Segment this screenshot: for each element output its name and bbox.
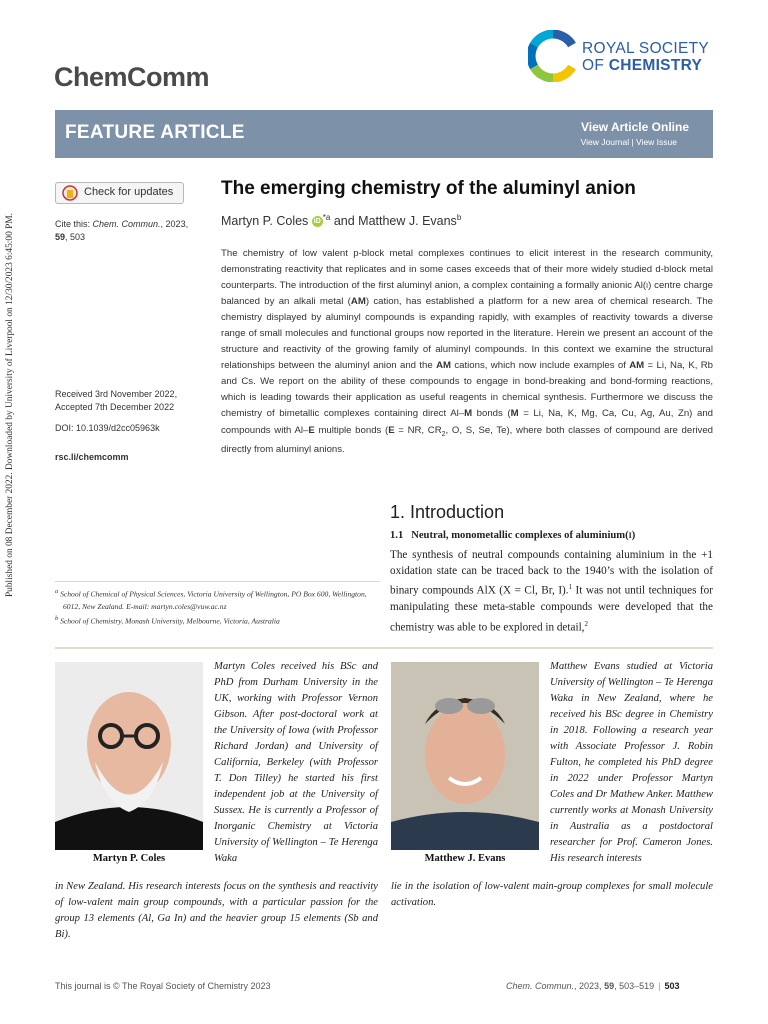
doi-link[interactable]: DOI: 10.1039/d2cc05963k	[55, 423, 160, 433]
biography-evans-bottom: lie in the isolation of low-valent main-group complexes for small molecule activation.	[391, 881, 713, 908]
copyright-footer: This journal is © The Royal Society of Chemistry 2023	[55, 981, 271, 991]
portrait-image	[55, 662, 203, 850]
abstract: The chemistry of low valent p-block metal complexes continues to elicit interest in the research community, demonstrating reactivity that replicates and in some cases exceeds that of their more widely studied d-block metal counterparts. The introduction of the first aluminyl anion, a complex containing a formally anionic Al(I) centre charge balanced by an alkali metal (AM) cation, has established a platform for a new area of chemical research. The chemistry displayed by aluminyl compounds is expanding rapidly, with examples of reactivity towards a diverse range of small molecules and functional groups now reported in the literature. Herein we present an account of the structure and reactivity of the growing family of aluminyl compounds. In this context we examine the structural relationships between the aluminyl anion and the AM cations, which now include examples of AM = Li, Na, K, Rb and Cs. We report on the ability of these compounds to engage in bond-breaking and bond-forming reactions, which is leading towards their application as useful reagents in chemical synthesis. Furthermore we discuss the chemistry of bimetallic complexes containing direct Al–M bonds (M = Li, Na, K, Mg, Ca, Cu, Ag, Au, Zn) and compounds with Al–E multiple bonds (E = NR, $CR_2$, O, S, Se, Te), where both classes of compound are derived directly from aluminyl anions.	[221, 248, 714, 456]
biography-divider	[55, 647, 713, 649]
download-notice: Published on 08 December 2022. Downloaded by University of Liverpool on 12/30/2023 6:45:00 PM.	[5, 212, 15, 598]
biography-coles-side: Martyn Coles received his BSc and PhD from Durham University in the UK, working with Professor Vernon Gibson. After post-doctoral work at the University of Iowa (with Professor Richard Jordan) and University of California, Berkeley (with Professor T. Don Tilley) he started his first independent job at the University of Sussex. He is currently a Professor of Inorganic Chemistry at Victoria University of Wellington – Te Herenga Waka	[214, 661, 378, 864]
page-footer: Chem. Commun., 2023, 59, 503–519 | 503	[506, 981, 680, 991]
article-type-banner	[55, 110, 713, 158]
view-article-online-link[interactable]: View Article Online	[580, 120, 689, 134]
author-photo-coles	[55, 662, 203, 850]
article-type-label: FEATURE ARTICLE	[65, 122, 245, 143]
photo-caption-coles: Martyn P. Coles	[92, 853, 166, 864]
view-journal-issue-links[interactable]: View Journal | View Issue	[580, 137, 677, 147]
portrait-image	[391, 662, 539, 850]
citation-info: Cite this: Chem. Commun., 2023, 59, 503	[55, 219, 189, 242]
affiliation-footnotes: $^a$ School of Chemical of Physical Sciences, Victoria University of Wellington, PO Box 600, Wellington, 6012, New Zealand. E-mail: martyn.coles@vuw.ac.nz $^b$ School of Chemistry, Monash University, Melbourne, Victoria, Australia	[55, 588, 367, 626]
article-title: The emerging chemistry of the aluminyl anion	[221, 178, 636, 199]
subsection-heading: 1.1 Neutral, monometallic complexes of aluminium(I)	[390, 530, 636, 541]
introduction-paragraph: The synthesis of neutral compounds containing aluminium in the +1 oxidation state can be traced back to the 1940’s with the isolation of binary compounds AlX (X = Cl, Br, I).$^1$ It was not until techniques for manipulating these meta-stable compounds were developed that the chemistry was able to be explored in detail,$^2$	[390, 549, 713, 634]
check-updates-icon	[61, 185, 79, 201]
rsc-logo-icon	[528, 30, 578, 82]
check-for-updates-button[interactable]: Check for updates	[55, 182, 184, 204]
journal-short-link[interactable]: rsc.li/chemcomm	[55, 452, 129, 462]
footnote-divider	[55, 581, 380, 582]
author-photo-evans	[391, 662, 539, 850]
biography-evans-side: Matthew Evans studied at Victoria University of Wellington – Te Herenga Waka in New Zealand, where he received his BSc degree in Chemistry in 2018. Following a research year with Associate Professor J. Robin Fulton, he completed his PhD degree in 2022 under Professor Martyn Coles and Dr Mathew Anker. Matthew currently works at Monash University in Australia as a postdoctoral researcher for Prof. Cameron Jones. His research interests	[550, 661, 713, 864]
biography-coles-bottom: in New Zealand. His research interests focus on the synthesis and reactivity of low-valent main group compounds, with a particular passion for the group 13 elements (Al, Ga In) and the heavier group 15 elements (Sb and Bi).	[55, 881, 378, 940]
publisher-logo-text: ROYAL SOCIETY OF CHEMISTRY	[582, 40, 710, 74]
author-list: Martyn P. Coles iD $^{*a}$ and Matthew J. Evans$^b$	[221, 213, 462, 229]
journal-name: ChemComm	[54, 62, 210, 92]
received-accepted-dates: Received 3rd November 2022, Accepted 7th December 2022	[55, 389, 178, 412]
section-heading-introduction: 1. Introduction	[390, 502, 505, 522]
page-number: 503	[664, 981, 680, 991]
photo-caption-evans: Matthew J. Evans	[424, 853, 506, 864]
orcid-icon[interactable]: iD	[313, 218, 321, 226]
